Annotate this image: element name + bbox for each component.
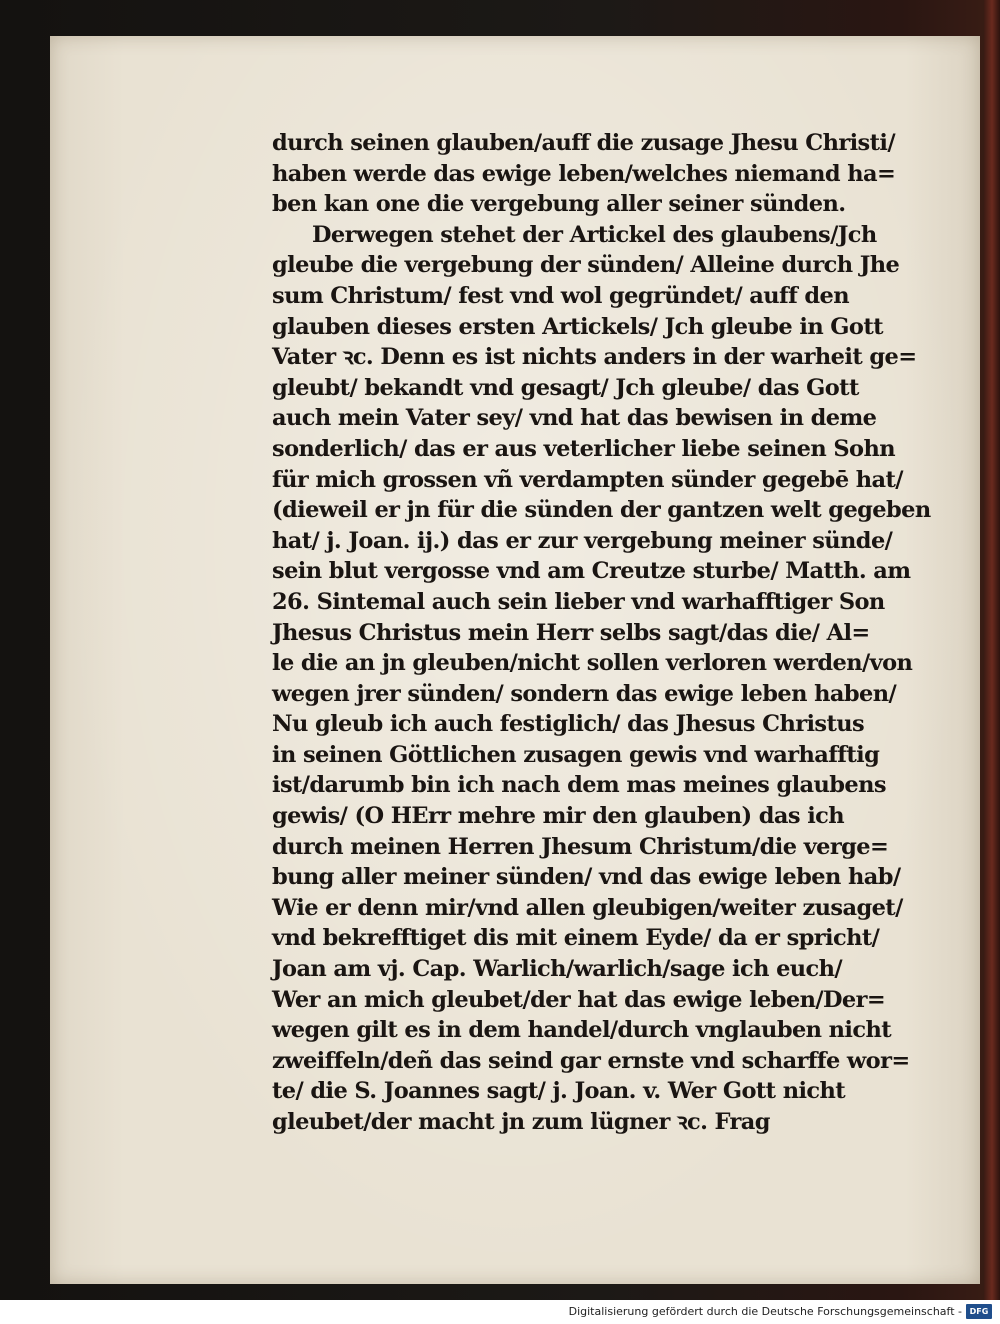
- text-line-17: Jhesus Christus mein Herr selbs sagt/das die/ Al=: [272, 619, 870, 646]
- text-line-23: gewis/ (O HErr mehre mir den glauben) das ich: [272, 803, 844, 830]
- text-line-9: gleubt/ bekandt vnd gesagt/ Jch gleube/ das Gott: [272, 374, 859, 401]
- text-line-2: haben werde das ewige leben/welches niemand ha=: [272, 160, 896, 187]
- text-line-19: wegen jrer sünden/ sondern das ewige leben haben/: [272, 680, 897, 707]
- book-cover-edge: [984, 0, 1000, 1300]
- text-line-27: vnd bekrefftiget dis mit einem Eyde/ da er spricht/: [272, 925, 880, 952]
- text-line-6: sum Christum/ fest vnd wol gegründet/ auff den: [272, 282, 850, 309]
- text-line-3: ben kan one die vergebung aller seiner sünden.: [272, 191, 846, 218]
- text-line-12: für mich grossen vñ verdampten sünder gegebē hat/: [272, 466, 903, 493]
- text-line-31: zweiffeln/deñ das seind gar ernste vnd scharffe wor=: [272, 1047, 910, 1074]
- text-line-26: Wie er denn mir/vnd allen gleubigen/weiter zusaget/: [272, 894, 903, 921]
- text-line-1: durch seinen glauben/auff die zusage Jhesu Christi/: [272, 130, 895, 156]
- text-line-8: Vater ꝛc. Denn es ist nichts anders in der warheit ge=: [272, 344, 917, 371]
- digitization-footer: [0, 1300, 1000, 1324]
- text-line-32: te/ die S. Joannes sagt/ j. Joan. v. Wer Gott nicht: [272, 1078, 846, 1105]
- text-line-5: gleube die vergebung der sünden/ Alleine durch Jhe: [272, 252, 900, 279]
- text-line-4: Derwegen stehet der Artickel des glaubens/Jch: [312, 221, 877, 248]
- text-line-16: 26. Sintemal auch sein lieber vnd warhafftiger Son: [272, 588, 885, 615]
- text-line-25: bung aller meiner sünden/ vnd das ewige leben hab/: [272, 864, 901, 891]
- text-line-13: (dieweil er jn für die sünden der gantzen welt gegeben: [272, 497, 931, 524]
- text-line-33: gleubet/der macht jn zum lügner ꝛc. Frag: [272, 1109, 770, 1135]
- text-line-22: ist/darumb bin ich nach dem mas meines glaubens: [272, 772, 886, 799]
- text-line-14: hat/ j. Joan. ij.) das er zur vergebung meiner sünde/: [272, 527, 893, 554]
- text-line-28: Joan am vj. Cap. Warlich/warlich/sage ich euch/: [272, 956, 843, 983]
- text-line-11: sonderlich/ das er aus veterlicher liebe seinen Sohn: [272, 435, 895, 462]
- footer-credit: Digitalisierung gefördert durch die Deutsche Forschungsgemeinschaft -: [568, 1305, 962, 1318]
- dfg-logo-icon: DFG: [966, 1304, 992, 1319]
- book-page: [50, 36, 980, 1284]
- text-line-15: sein blut vergosse vnd am Creutze sturbe/ Matth. am: [272, 558, 911, 585]
- text-line-21: in seinen Göttlichen zusagen gewis vnd warhafftig: [272, 741, 880, 768]
- text-line-18: le die an jn gleuben/nicht sollen verloren werden/von: [272, 650, 913, 677]
- text-line-29: Wer an mich gleubet/der hat das ewige leben/Der=: [272, 986, 886, 1013]
- text-line-7: glauben dieses ersten Artickels/ Jch gleube in Gott: [272, 313, 883, 340]
- page-text: [272, 128, 962, 1138]
- text-line-10: auch mein Vater sey/ vnd hat das bewisen in deme: [272, 405, 877, 432]
- text-line-24: durch meinen Herren Jhesum Christum/die verge=: [272, 833, 889, 860]
- text-line-30: wegen gilt es in dem handel/durch vnglauben nicht: [272, 1017, 892, 1044]
- text-line-20: Nu gleub ich auch festiglich/ das Jhesus Christus: [272, 711, 865, 738]
